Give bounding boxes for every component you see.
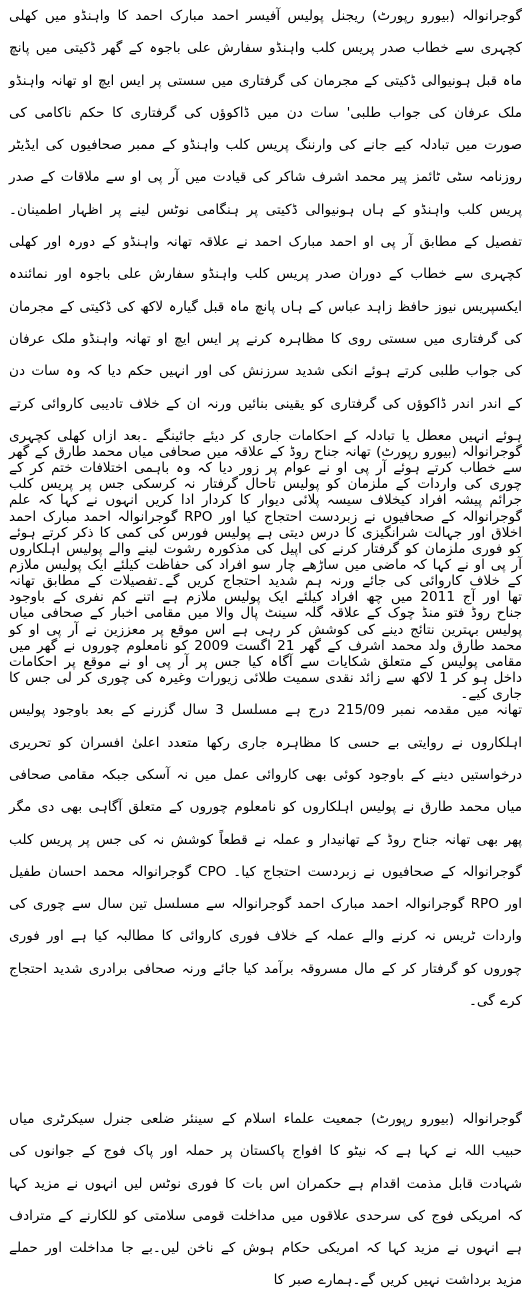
news-article-journalist-house-theft: گوجرانوالہ (بیورو رپورٹ) تھانہ جناح روڈ کے علاقہ میں صحافی میاں محمد طارق کے گھر چوری کی واردات کے ملزمان کو پولیس تاحال گرفتار نہ کرسکی جس پر پریس کلب گوجرانوالہ کے صحافیوں نے زبردست احتجاج کیا اور RPO گوجرانوالہ احمد مبارک احمد کو فوری ملزمان کو گرفتار کرنے کی اپیل کی مذکورہ رشوت لینے والے پولیس اہلکاروں کے خلاف کاروائی کی جائے ورنہ ہم شدید احتجاج کریں گے۔تفصیلات کے مطابق تھانہ جناح روڈ فتو منڈ چوک کے علاقہ گلہ سینٹ پال والا میں مقامی اخبار کے صحافی میاں محمد طارق ولد محمد اشرف کے گھر 21 اگست 2009 کو نامعلوم چوروں نے گھر میں داخل ہو کر 1 لاکھ سے زائد نقدی سمیت طلائی زیورات وغیرہ کی چوری کر لی جس کا تھانہ میں مقدمہ نمبر 215/09 درج ہے مسلسل 3 سال گزرنے کے بعد باوجود پولیس اہلکاروں نے روایتی بے حسی کا مظاہرہ جاری رکھا متعدد اعلیٰ افسران کو تحریری درخواستیں دینے کے باوجود کوئی بھی کاروائی عمل میں نہ آسکی جبکہ مقامی صحافی میاں محمد طارق نے پولیس اہلکاروں کو نامعلوم چوروں کے متعلق آگاہی بھی دی مگر پھر بھی تھانہ جناح روڈ کے تھانیدار و عملہ نے قطعاً کوشش نہ کی جس پر پریس کلب گوجرانوالہ کے صحافیوں نے زبردست احتجاج کیا۔ CPO گوجرانوالہ محمد احسان طفیل اور RPO گوجرانوالہ احمد مبارک احمد گوجرانوالہ سے مسلسل تین سال سے چوری کی واردات ٹریس نہ کرنے والے عملہ کے خلاف فوری کاروائی کا مطالبہ کیا ہے اور فوری چوروں کو گرفتار کر کے مال مسروقہ برآمد کیا جائے ورنہ صحافی برادری شدید احتجاج کرے گی۔ — [9, 444, 522, 1010]
news-article-rpo-khuli-katchehri: گوجرانوالہ (بیورو رپورٹ) ریجنل پولیس آفیسر احمد مبارک احمد کا واہنڈو میں کھلی کچہری سے خطاب صدر پریس کلب واہنڈو سفارش علی باجوہ کے گھر ڈکیتی میں پانچ ماہ قبل ہونیوالی ڈکیتی کے مجرمان کی گرفتاری میں سستی پر ایس ایچ او تھانہ واہنڈو ملک عرفان کی جواب طلبی' سات دن میں ڈاکوؤں کی گرفتاری کا حکم ناکامی کی صورت میں تبادلہ کیے جانے کی وارننگ پریس کلب واہنڈو کے ممبر صحافیوں کی ایڈیٹر روزنامہ سٹی ٹائمز پیر محمد اشرف شاکر کی قیادت میں آر پی او سے ملاقات کے صدر پریس کلب واہنڈو کے ہاں ہونیوالی ڈکیتی پر ہنگامی نوٹس لینے پر اظہار اطمینان۔تفصیل کے مطابق آر پی او احمد مبارک احمد نے علاقہ تھانہ واہنڈو کے دورہ اور کھلی کچہری سے خطاب کے دوران صدر پریس کلب واہنڈو سفارش علی باجوہ اور نمائندہ ایکسپریس نیوز حافظ زاہد عباس کے ہاں پانچ ماہ قبل گیارہ لاکھ کی ڈکیتی کے مجرمان کی گرفتاری میں سستی روی کا مظاہرہ کرنے پر ایس ایچ او تھانہ واہنڈو ملک عرفان کی جواب طلبی کرتے ہوئے انکی شدید سرزنش کی اور انہیں حکم دیا کہ وہ سات دن کے اندر اندر ڈاکوؤں کی گرفتاری کو یقینی بنائیں ورنہ ان کے خلاف تادیبی کاروائی کرتے ہوئے انہیں معطل یا تبادلہ کے احکامات جاری کر دیئے جائینگے ۔بعد ازاں کھلی کچہری سے خطاب کرتے ہوئے آر پی او نے عوام پر زور دیا کہ وہ باہمی اختلافات ختم کر کے جرائم پیشہ افراد کیخلاف سیسہ پلائی دیوار کا کردار ادا کریں انہوں نے کہا کہ علم اخلاق اور جہالت شرانگیزی کا درس دیتی ہے پولیس فورس کی کمی کا ذکر کرتے ہوئے آر پی او نے کہا کہ ماضی میں ساڑھے چار سو افراد کی حفاظت کیلئے ایک پولیس ملازم تھا اور آج 2011 میں چھ افراد کیلئے ایک پولیس ملازم ہے اتنے کم نفری کے باوجود پولیس بہترین نتائج دینے کی کوشش کر رہی ہے اس موقع پر معززین نے آر پی او کو مقامی پولیس کے متعلق شکایات سے آگاہ کیا جس پر آر پی او نے موقع پر احکامات جاری کیے۔ — [9, 8, 522, 703]
news-article-jui-nato-attack: گوجرانوالہ (بیورو رپورٹ) جمعیت علماء اسلام کے سینئر ضلعی جنرل سیکرٹری میاں حبیب اللہ نے کہا ہے کہ نیٹو کا افواج پاکستان پر حملہ اور پاک فوج کے جوانوں کی شہادت قابل مذمت اقدام ہے حکمران اس بات کا فوری نوٹس لیں انہوں نے مزید کہا کہ امریکی فوج کی سرحدی علاقوں میں مداخلت قومی سلامتی کو للکارنے کے مترادف ہے انہوں نے مزید کہا کہ امریکی حکام ہوش کے ناخن لیں۔بے جا مداخلت اور حملے مزید برداشت نہیں کریں گے۔ہمارے صبر کا — [9, 1111, 522, 1289]
